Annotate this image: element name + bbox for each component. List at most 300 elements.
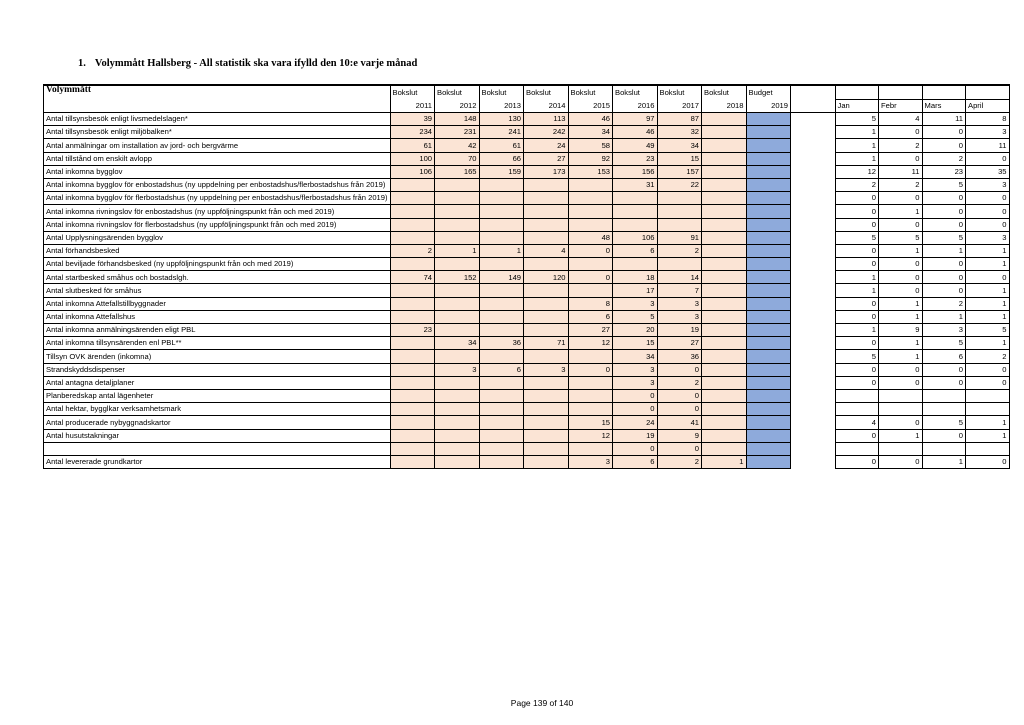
row-label: Antal inkomna Attefallstillbyggnader [44, 297, 391, 310]
month-cell: 2 [966, 350, 1010, 363]
column-header-kind: Bokslut [657, 85, 702, 99]
budget-cell [746, 297, 791, 310]
month-cell: 0 [966, 152, 1010, 165]
year-cell [524, 389, 569, 402]
row-label: Antal tillsynsbesök enligt livsmedelslagen* [44, 113, 391, 126]
row-label: Antal inkomna bygglov för flerbostadshus (ny uppdelning per enbostadshus/flerbostadshus från 2019) [44, 192, 391, 205]
month-cell: 0 [879, 363, 923, 376]
year-cell [702, 139, 747, 152]
month-cell: 0 [835, 218, 879, 231]
month-cell [835, 442, 879, 455]
year-cell: 152 [435, 271, 480, 284]
spacer-cell [791, 205, 836, 218]
year-cell: 3 [613, 376, 658, 389]
month-cell: 1 [835, 284, 879, 297]
spacer-cell [791, 442, 836, 455]
spacer-cell [791, 403, 836, 416]
spacer-cell [791, 258, 836, 271]
column-header-month: Febr [879, 99, 923, 113]
month-cell [922, 389, 966, 402]
year-cell: 87 [657, 113, 702, 126]
year-cell [390, 455, 435, 468]
year-cell: 0 [568, 363, 613, 376]
column-header-year: 2011 [390, 99, 435, 113]
table-row [44, 403, 1010, 416]
month-cell: 0 [835, 429, 879, 442]
month-cell: 0 [966, 363, 1010, 376]
table-row [44, 258, 1010, 271]
year-cell [390, 218, 435, 231]
year-cell [435, 389, 480, 402]
spacer-cell [791, 376, 836, 389]
year-cell [479, 178, 524, 191]
year-cell [479, 192, 524, 205]
row-label: Antal inkomna bygglov för enbostadshus (ny uppdelning per enbostadshus/flerbostadshus från 2019) [44, 178, 391, 191]
year-cell: 1 [435, 244, 480, 257]
table-row [44, 442, 1010, 455]
month-cell: 9 [879, 324, 923, 337]
budget-cell [746, 337, 791, 350]
row-label: Antal inkomna rivningslov för flerbostadshus (ny uppföljningspunkt från och med 2019) [44, 218, 391, 231]
spacer-cell [791, 337, 836, 350]
month-cell: 0 [922, 271, 966, 284]
year-cell [435, 178, 480, 191]
year-cell [390, 310, 435, 323]
table-row [44, 271, 1010, 284]
spacer-cell [791, 152, 836, 165]
month-cell: 1 [879, 310, 923, 323]
spacer-cell [791, 363, 836, 376]
table-row [44, 389, 1010, 402]
year-cell [390, 231, 435, 244]
month-cell: 2 [922, 152, 966, 165]
month-cell: 5 [966, 324, 1010, 337]
column-header-month: Jan [835, 99, 879, 113]
year-cell [524, 376, 569, 389]
month-cell: 0 [835, 205, 879, 218]
year-cell [390, 178, 435, 191]
year-cell [524, 310, 569, 323]
table-row [44, 416, 1010, 429]
year-cell [702, 152, 747, 165]
budget-cell [746, 192, 791, 205]
budget-cell [746, 403, 791, 416]
table-row [44, 324, 1010, 337]
spacer-cell [791, 271, 836, 284]
year-cell [702, 165, 747, 178]
spacer-cell [791, 165, 836, 178]
month-cell [879, 442, 923, 455]
year-cell: 2 [657, 244, 702, 257]
column-header-year: 2015 [568, 99, 613, 113]
month-cell: 0 [835, 376, 879, 389]
year-cell: 1 [479, 244, 524, 257]
year-cell [479, 455, 524, 468]
year-cell [568, 258, 613, 271]
row-label: Antal inkomna bygglov [44, 165, 391, 178]
year-cell: 6 [613, 244, 658, 257]
year-cell [702, 416, 747, 429]
month-cell: 0 [966, 455, 1010, 468]
header-spacer [791, 85, 836, 99]
spacer-cell [791, 350, 836, 363]
month-cell: 0 [879, 416, 923, 429]
column-header-kind: Budget [746, 85, 791, 99]
month-cell: 1 [879, 244, 923, 257]
year-cell: 74 [390, 271, 435, 284]
month-cell: 3 [922, 324, 966, 337]
year-cell [390, 403, 435, 416]
month-cell: 0 [966, 192, 1010, 205]
year-cell [390, 337, 435, 350]
month-cell: 0 [835, 297, 879, 310]
table-row [44, 218, 1010, 231]
month-cell: 0 [879, 455, 923, 468]
table-row [44, 284, 1010, 297]
table-row [44, 126, 1010, 139]
year-cell [479, 350, 524, 363]
table-row [44, 350, 1010, 363]
budget-cell [746, 126, 791, 139]
budget-cell [746, 455, 791, 468]
budget-cell [746, 218, 791, 231]
column-header-year: 2014 [524, 99, 569, 113]
row-label [44, 442, 391, 455]
title-text: Volymmått Hallsberg - All statistik ska vara ifylld den 10:e varje månad [94, 58, 418, 69]
year-cell: 20 [613, 324, 658, 337]
budget-cell [746, 284, 791, 297]
year-cell: 6 [568, 310, 613, 323]
year-cell: 0 [657, 442, 702, 455]
page-footer: Page 139 of 140 [510, 698, 574, 708]
year-cell [435, 324, 480, 337]
month-cell: 4 [835, 416, 879, 429]
year-cell: 5 [613, 310, 658, 323]
month-cell: 0 [879, 218, 923, 231]
year-cell [702, 376, 747, 389]
spacer-cell [791, 218, 836, 231]
volume-table [43, 84, 1010, 469]
year-cell [524, 258, 569, 271]
year-cell: 14 [657, 271, 702, 284]
month-cell: 5 [922, 231, 966, 244]
year-cell: 18 [613, 271, 658, 284]
page-title [78, 58, 417, 69]
year-cell: 234 [390, 126, 435, 139]
column-header-year: 2018 [702, 99, 747, 113]
month-cell: 11 [879, 165, 923, 178]
year-cell [524, 178, 569, 191]
year-cell [702, 337, 747, 350]
month-cell: 0 [879, 126, 923, 139]
column-header-year: 2012 [435, 99, 480, 113]
year-cell [657, 258, 702, 271]
year-cell [613, 218, 658, 231]
year-cell: 6 [479, 363, 524, 376]
column-header-kind: Bokslut [390, 85, 435, 99]
year-cell: 0 [613, 389, 658, 402]
month-cell: 0 [835, 337, 879, 350]
year-cell [435, 297, 480, 310]
month-cell: 0 [922, 192, 966, 205]
month-cell [879, 403, 923, 416]
table-row [44, 205, 1010, 218]
year-cell [390, 350, 435, 363]
title-number: 1. [78, 58, 86, 69]
year-cell: 2 [657, 455, 702, 468]
table-row [44, 178, 1010, 191]
year-cell: 34 [613, 350, 658, 363]
month-cell: 0 [922, 363, 966, 376]
year-cell: 15 [657, 152, 702, 165]
month-cell: 2 [879, 178, 923, 191]
year-cell: 8 [568, 297, 613, 310]
year-cell [479, 403, 524, 416]
year-cell: 3 [613, 297, 658, 310]
year-cell [479, 205, 524, 218]
month-cell: 1 [835, 139, 879, 152]
year-cell: 27 [568, 324, 613, 337]
column-header-kind: Bokslut [613, 85, 658, 99]
year-cell [702, 126, 747, 139]
month-cell [966, 442, 1010, 455]
year-cell: 173 [524, 165, 569, 178]
year-cell: 23 [613, 152, 658, 165]
column-header-month: Mars [922, 99, 966, 113]
year-cell: 3 [657, 310, 702, 323]
month-cell: 11 [966, 139, 1010, 152]
year-cell [479, 231, 524, 244]
month-cell: 12 [835, 165, 879, 178]
year-cell [435, 429, 480, 442]
year-cell [568, 350, 613, 363]
year-cell: 3 [568, 455, 613, 468]
year-cell [702, 324, 747, 337]
header-blank [922, 85, 966, 99]
year-cell: 106 [390, 165, 435, 178]
budget-cell [746, 231, 791, 244]
month-cell: 0 [879, 284, 923, 297]
year-cell [702, 389, 747, 402]
month-cell: 1 [835, 152, 879, 165]
year-cell [390, 376, 435, 389]
year-cell: 15 [568, 416, 613, 429]
month-cell: 1 [879, 337, 923, 350]
row-label: Antal startbesked småhus och bostadslgh. [44, 271, 391, 284]
month-cell: 23 [922, 165, 966, 178]
column-header-year: 2017 [657, 99, 702, 113]
year-cell [702, 442, 747, 455]
year-cell: 42 [435, 139, 480, 152]
month-cell: 1 [835, 271, 879, 284]
year-cell: 36 [479, 337, 524, 350]
year-cell [479, 442, 524, 455]
year-cell: 148 [435, 113, 480, 126]
table-row [44, 165, 1010, 178]
year-cell: 61 [479, 139, 524, 152]
column-header-year: 2016 [613, 99, 658, 113]
year-cell: 34 [568, 126, 613, 139]
year-cell: 17 [613, 284, 658, 297]
year-cell [524, 284, 569, 297]
month-cell: 3 [966, 178, 1010, 191]
table-row [44, 297, 1010, 310]
month-cell: 5 [922, 416, 966, 429]
row-label: Strandskyddsdispenser [44, 363, 391, 376]
row-label: Antal inkomna anmälningsärenden eligt PBL [44, 324, 391, 337]
year-cell: 231 [435, 126, 480, 139]
year-cell [702, 363, 747, 376]
year-cell: 3 [435, 363, 480, 376]
row-label: Antal husutstakningar [44, 429, 391, 442]
year-cell [613, 192, 658, 205]
month-cell: 0 [966, 205, 1010, 218]
month-cell: 0 [922, 218, 966, 231]
column-header-year: 2013 [479, 99, 524, 113]
spacer-cell [791, 139, 836, 152]
year-cell [479, 416, 524, 429]
spacer-cell [791, 324, 836, 337]
month-cell: 0 [966, 376, 1010, 389]
month-cell: 5 [835, 231, 879, 244]
month-cell: 1 [835, 126, 879, 139]
year-cell [524, 416, 569, 429]
year-cell: 46 [568, 113, 613, 126]
year-cell [479, 310, 524, 323]
column-header-kind: Bokslut [524, 85, 569, 99]
year-cell [613, 205, 658, 218]
year-cell [702, 178, 747, 191]
year-cell [568, 205, 613, 218]
month-cell: 1 [879, 429, 923, 442]
year-cell [479, 389, 524, 402]
month-cell [879, 389, 923, 402]
year-cell [435, 350, 480, 363]
month-cell: 1 [879, 350, 923, 363]
year-cell: 165 [435, 165, 480, 178]
budget-cell [746, 139, 791, 152]
year-cell: 242 [524, 126, 569, 139]
month-cell: 1 [922, 455, 966, 468]
year-cell: 4 [524, 244, 569, 257]
month-cell: 1 [966, 337, 1010, 350]
year-cell [702, 310, 747, 323]
year-cell: 2 [390, 244, 435, 257]
month-cell: 0 [879, 152, 923, 165]
month-cell: 1 [966, 244, 1010, 257]
year-cell: 149 [479, 271, 524, 284]
table-row [44, 376, 1010, 389]
year-cell [479, 376, 524, 389]
year-cell [568, 178, 613, 191]
header-blank [966, 85, 1010, 99]
column-header-volymmatt: Volymmått [44, 85, 391, 113]
header-blank [879, 85, 923, 99]
budget-cell [746, 310, 791, 323]
year-cell: 46 [613, 126, 658, 139]
year-cell: 6 [613, 455, 658, 468]
month-cell: 0 [879, 271, 923, 284]
year-cell [435, 231, 480, 244]
year-cell: 91 [657, 231, 702, 244]
year-cell [390, 442, 435, 455]
month-cell: 0 [835, 244, 879, 257]
budget-cell [746, 113, 791, 126]
year-cell: 159 [479, 165, 524, 178]
year-cell: 34 [657, 139, 702, 152]
month-cell: 1 [966, 416, 1010, 429]
year-cell [702, 284, 747, 297]
year-cell: 0 [568, 244, 613, 257]
year-cell: 0 [657, 363, 702, 376]
year-cell [524, 403, 569, 416]
year-cell: 113 [524, 113, 569, 126]
year-cell: 12 [568, 429, 613, 442]
year-cell [479, 284, 524, 297]
month-cell: 5 [835, 350, 879, 363]
year-cell [479, 258, 524, 271]
budget-cell [746, 258, 791, 271]
year-cell [568, 218, 613, 231]
year-cell: 19 [657, 324, 702, 337]
year-cell [702, 258, 747, 271]
year-cell: 22 [657, 178, 702, 191]
year-cell [702, 403, 747, 416]
month-cell: 0 [922, 126, 966, 139]
month-cell: 0 [835, 192, 879, 205]
year-cell [524, 350, 569, 363]
year-cell: 61 [390, 139, 435, 152]
header-spacer [791, 99, 836, 113]
month-cell: 0 [966, 218, 1010, 231]
header-row-top [44, 85, 1010, 99]
table-row [44, 363, 1010, 376]
spacer-cell [791, 244, 836, 257]
month-cell: 1 [879, 297, 923, 310]
column-header-kind: Bokslut [435, 85, 480, 99]
year-cell [568, 442, 613, 455]
row-label: Planberedskap antal lägenheter [44, 389, 391, 402]
year-cell [435, 442, 480, 455]
row-label: Tillsyn OVK ärenden (inkomna) [44, 350, 391, 363]
month-cell: 0 [835, 455, 879, 468]
table-row [44, 231, 1010, 244]
year-cell [435, 218, 480, 231]
year-cell [568, 192, 613, 205]
year-cell: 0 [568, 271, 613, 284]
spacer-cell [791, 416, 836, 429]
year-cell: 48 [568, 231, 613, 244]
year-cell: 97 [613, 113, 658, 126]
table-row [44, 113, 1010, 126]
month-cell: 0 [835, 258, 879, 271]
budget-cell [746, 165, 791, 178]
month-cell: 0 [922, 258, 966, 271]
budget-cell [746, 442, 791, 455]
year-cell [390, 416, 435, 429]
table-row [44, 192, 1010, 205]
year-cell [702, 297, 747, 310]
year-cell [524, 324, 569, 337]
month-cell: 0 [966, 271, 1010, 284]
column-header-kind: Bokslut [479, 85, 524, 99]
table-row [44, 337, 1010, 350]
year-cell [702, 218, 747, 231]
month-cell: 1 [966, 310, 1010, 323]
year-cell: 66 [479, 152, 524, 165]
year-cell [479, 297, 524, 310]
month-cell: 35 [966, 165, 1010, 178]
